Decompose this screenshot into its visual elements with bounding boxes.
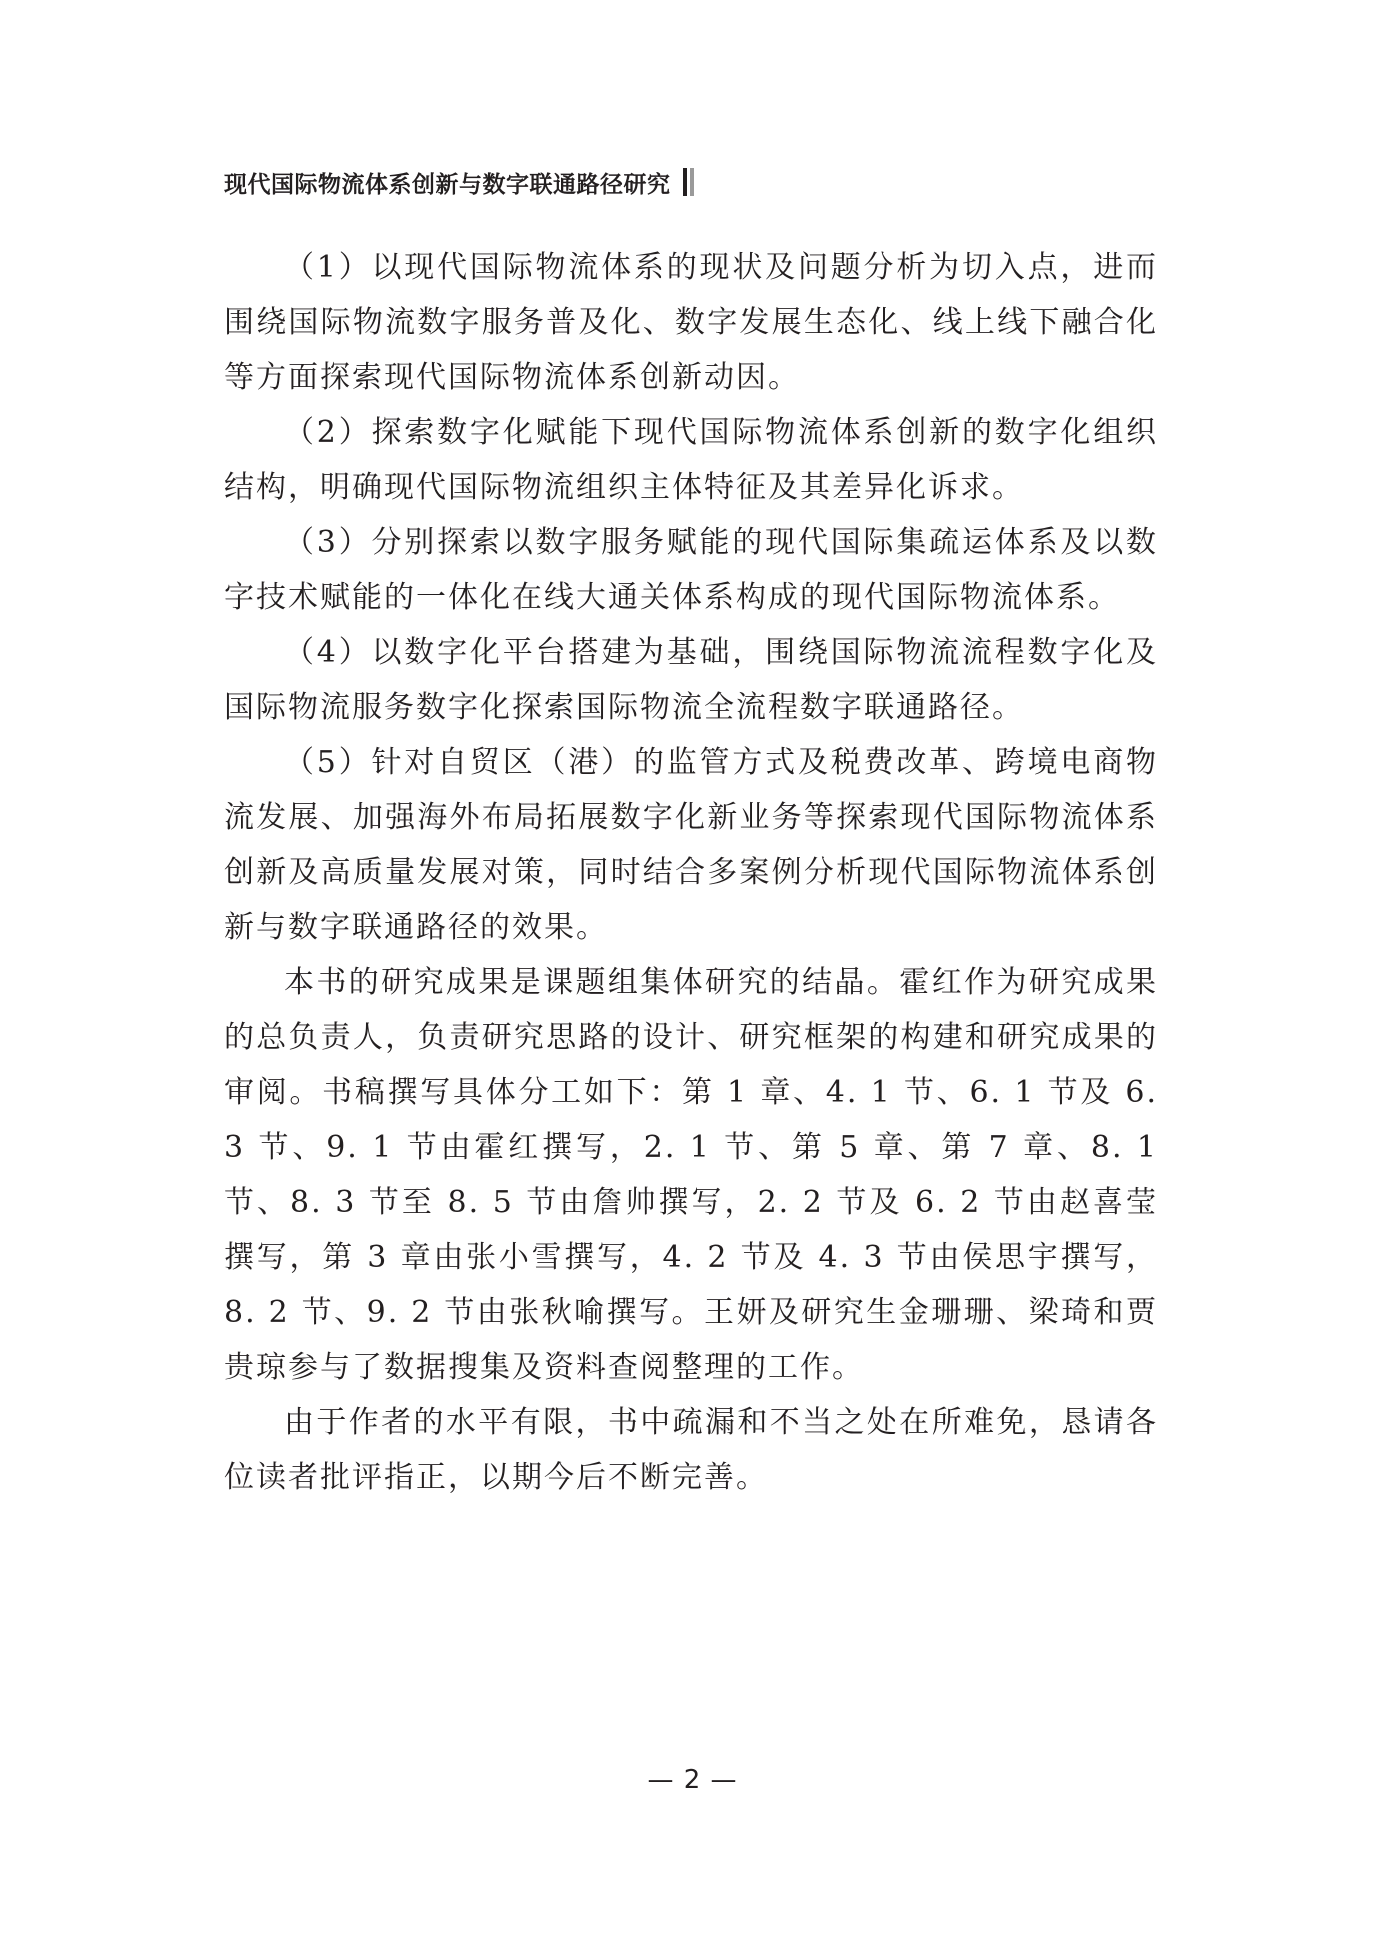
book-title: 现代国际物流体系创新与数字联通路径研究 xyxy=(224,171,671,198)
header-rule xyxy=(683,168,694,196)
body-text xyxy=(224,240,1158,1505)
paragraph-item-4: （4）以数字化平台搭建为基础，围绕国际物流流程数字化及国际物流服务数字化探索国际物流全流程数字联通路径。 xyxy=(224,635,1158,725)
paragraph-item-2: （2）探索数字化赋能下现代国际物流体系创新的数字化组织结构，明确现代国际物流组织主体特征及其差异化诉求。 xyxy=(224,415,1158,505)
paragraph-authorship: 本书的研究成果是课题组集体研究的结晶。霍红作为研究成果的总负责人，负责研究思路的设计、研究框架的构建和研究成果的审阅。书稿撰写具体分工如下：第 1 章、4. 1 节、6. 1 节及 6. 3 节、9. 1 节由霍红撰写，2. 1 节、第 5 章、第 7 章、8. 1 节、8. 3 节至 8. 5 节由詹帅撰写，2. 2 节及 6. 2 节由赵喜莹撰写，第 3 章由张小雪撰写，4. 2 节及 4. 3 节由侯思宇撰写，8. 2 节、9. 2 节由张秋喻撰写。王妍及研究生金珊珊、梁琦和贾贵琼参与了数据搜集及资料查阅整理的工作。 xyxy=(224,965,1158,1385)
running-header xyxy=(224,164,694,200)
paragraph-item-1: （1）以现代国际物流体系的现状及问题分析为切入点，进而围绕国际物流数字服务普及化、数字发展生态化、线上线下融合化等方面探索现代国际物流体系创新动因。 xyxy=(224,250,1158,395)
page-number: — 2 — xyxy=(647,1765,738,1795)
header-rule-thin xyxy=(690,168,694,196)
paragraph-item-5: （5）针对自贸区（港）的监管方式及税费改革、跨境电商物流发展、加强海外布局拓展数字化新业务等探索现代国际物流体系创新及高质量发展对策，同时结合多案例分析现代国际物流体系创新与数字联通路径的效果。 xyxy=(224,745,1158,945)
paragraph-item-3: （3）分别探索以数字服务赋能的现代国际集疏运体系及以数字技术赋能的一体化在线大通关体系构成的现代国际物流体系。 xyxy=(224,525,1158,615)
header-rule-thick xyxy=(683,168,687,196)
paragraph-closing: 由于作者的水平有限，书中疏漏和不当之处在所难免，恳请各位读者批评指正，以期今后不断完善。 xyxy=(224,1405,1158,1495)
